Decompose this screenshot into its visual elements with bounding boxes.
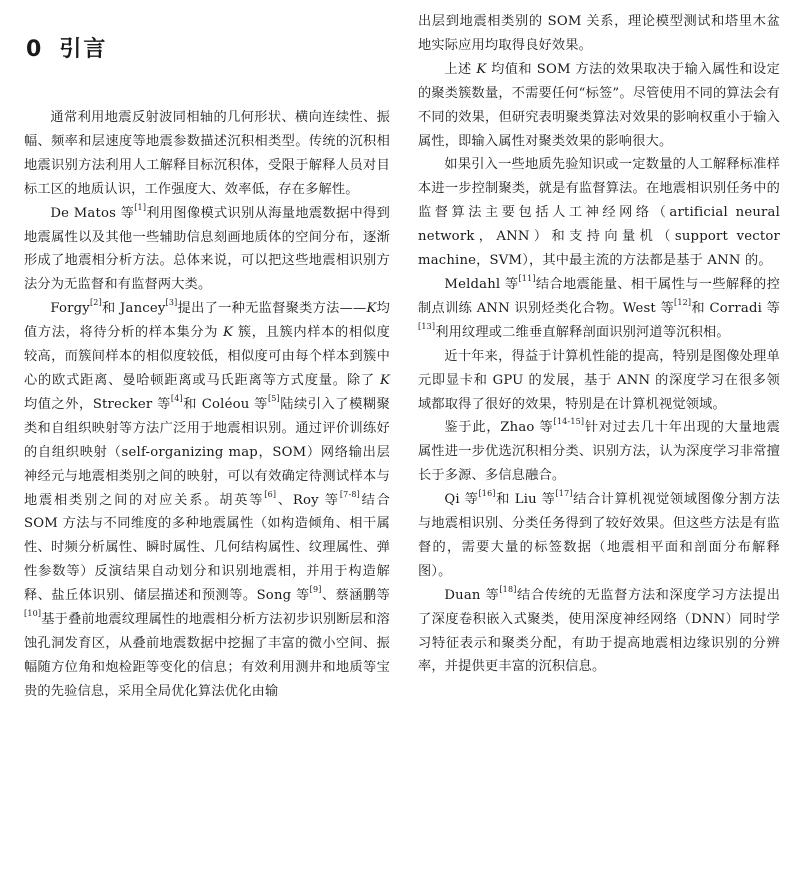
paragraph-text: 均值和 SOM 方法的效果取决于输入属性和设定的聚类簇数量，不需要任何“标签”。尽管使用不同的算法会有不同的效果，但研究表明聚类算法对效果的影响权重小于输入属性，即输入属性对聚类效果的影响很大。: [418, 61, 780, 149]
paragraph-text: 利用纹理或二维垂直解释剖面识别河道等沉积相。: [435, 324, 730, 340]
paragraph-text: 均值之外，Strecker 等: [24, 396, 171, 412]
paragraph-text: 出层到地震相类别的 SOM 关系，理论模型测试和塔里木盆地实际应用均取得良好效果。: [418, 14, 780, 53]
citation-marker: [16]: [478, 489, 496, 499]
paragraph-text: 、蔡涵鹏等: [321, 588, 390, 604]
paragraph-text: Qi 等: [444, 492, 479, 508]
paragraph-text: 通常利用地震反射波同相轴的几何形状、横向连续性、振幅、频率和层速度等地震参数描述沉积相类型。传统的沉积相地震识别方法利用人工解释目标沉积体，受限于解释人员对目标工区的地质认识，工作强度大、效率低，存在多解性。: [24, 110, 390, 197]
paragraph-text: Meldahl 等: [444, 276, 519, 292]
paragraph-text: Duan 等: [444, 587, 500, 603]
body-paragraph: [418, 488, 780, 584]
paragraph-text: 鉴于此，Zhao 等: [444, 420, 554, 436]
body-paragraph: [24, 202, 390, 298]
citation-marker: [18]: [499, 584, 517, 594]
paragraph-text: 结合地震能量、相干属性与一些解释的控制点训练 ANN 识别烃类化合物。West 等: [418, 276, 780, 316]
left-column: [24, 10, 390, 704]
paragraph-text: 近十年来，得益于计算机性能的提高，特别是图像处理单元即显卡和 GPU 的发展，基于 ANN 的深度学习在很多领域都取得了很好的效果，特别是在计算机视觉领域。: [418, 348, 780, 412]
paragraph-text: 结合传统的无监督方法和深度学习方法提出了深度卷积嵌入式聚类，使用深度神经网络（DNN）同时学习特征表示和聚类分配，有助于提高地震相边缘识别的分辨率，并提供更丰富的沉积信息。: [418, 587, 780, 675]
right-column: [418, 10, 780, 679]
math-variable: K: [366, 301, 377, 317]
body-paragraph: [418, 416, 780, 488]
paragraph-text: 结合 SOM 方法与不同维度的多种地震属性（如构造倾角、相干属性、时频分析属性、瞬时属性、几何结构属性、纹理属性、弹性参数等）反演结果自动划分和识别地震相，并用于构造解释、盐丘体识别、储层描述和预测等。Song 等: [24, 492, 390, 604]
paragraph-text: 簇，且簇内样本的相似度较高，而簇间样本的相似度较低，相似度可由每个样本到簇中心的欧式距离、曼哈顿距离或马氏距离等方式度量。除了: [24, 325, 390, 388]
paragraph-text: 和 Coléou 等: [182, 396, 268, 412]
paragraph-text: 上述: [444, 61, 477, 77]
math-variable: K: [379, 372, 390, 388]
left-body: [24, 106, 390, 704]
math-variable: K: [476, 61, 487, 77]
citation-marker: [3]: [165, 298, 178, 308]
body-paragraph: [24, 297, 390, 703]
body-paragraph: [418, 58, 780, 154]
paragraph-text: 基于叠前地震纹理属性的地震相分析方法初步识别断层和溶蚀孔洞发育区，从叠前地震数据中挖掘了丰富的微小空间、振幅随方位角和炮检距等变化的信息；有效利用测井和地质等宝贵的先验信息，采用全局优化算法优化由输: [24, 612, 390, 699]
paragraph-text: 利用图像模式识别从海量地震数据中得到地震属性以及其他一些辅助信息刻画地质体的空间分布，逐渐形成了地震相分析方法。总体来说，可以把这些地震相识别方法分为无监督和有监督两大类。: [24, 205, 390, 293]
paragraph-text: Forgy: [50, 301, 90, 317]
citation-marker: [2]: [89, 298, 102, 308]
section-title: 引言: [59, 37, 108, 62]
body-paragraph: [418, 153, 780, 273]
section-number: 0: [26, 37, 44, 62]
paragraph-text: 陆续引入了模糊聚类和自组织映射等方法广泛用于地震相识别。通过评价训练好的自组织映射（self-organizing map，SOM）网络输出层神经元与地震相类别之间的映射，可以有效确定待测试样本与地震相类别之间的对应关系。胡英等: [24, 396, 390, 508]
body-paragraph: [418, 345, 780, 417]
paragraph-text: 和 Liu 等: [495, 492, 556, 508]
citation-marker: [1]: [134, 202, 147, 212]
paragraph-text: 针对过去几十年出现的大量地震属性进一步优选沉积相分类、识别方法，认为深度学习非常擅长于多源、多信息融合。: [418, 420, 780, 484]
paragraph-text: 均值方法，将待分析的样本集分为: [24, 301, 391, 341]
paragraph-text: 和 Jancey: [101, 301, 166, 317]
citation-marker: [9]: [309, 585, 322, 595]
body-paragraph: [418, 10, 780, 58]
citation-marker: [14-15]: [553, 417, 585, 427]
paragraph-text: De Matos 等: [50, 205, 135, 221]
paragraph-text: 如果引入一些地质先验知识或一定数量的人工解释标准样本进一步控制聚类，就是有监督算法。在地震相识别任务中的监督算法主要包括人工神经网络（artificial neural network，ANN）和支持向量机（support vector machine，SVM），其中最主流的方法都是基于 ANN 的。: [418, 157, 780, 269]
body-paragraph: [418, 273, 780, 345]
citation-marker: [6]: [264, 489, 277, 499]
citation-marker: [11]: [518, 273, 536, 283]
paragraph-text: 和 Corradi 等: [691, 300, 780, 316]
citation-marker: [5]: [267, 393, 280, 403]
math-variable: K: [223, 325, 234, 341]
citation-marker: [7-8]: [339, 489, 360, 499]
paragraph-text: 提出了一种无监督聚类方法——: [177, 301, 367, 317]
paragraph-text: 结合计算机视觉领域图像分割方法与地震相识别、分类任务得到了较好效果。但这些方法是有监督的，需要大量的标签数据（地震相平面和剖面分布解释图）。: [418, 492, 780, 579]
citation-marker: [4]: [170, 393, 183, 403]
citation-marker: [12]: [674, 297, 692, 307]
citation-marker: [10]: [24, 609, 42, 619]
section-heading: [26, 30, 390, 70]
paragraph-text: 、Roy 等: [276, 492, 340, 508]
body-paragraph: [24, 106, 390, 202]
citation-marker: [13]: [418, 321, 436, 331]
right-body: [418, 10, 780, 679]
citation-marker: [17]: [555, 489, 573, 499]
body-paragraph: [418, 584, 780, 680]
